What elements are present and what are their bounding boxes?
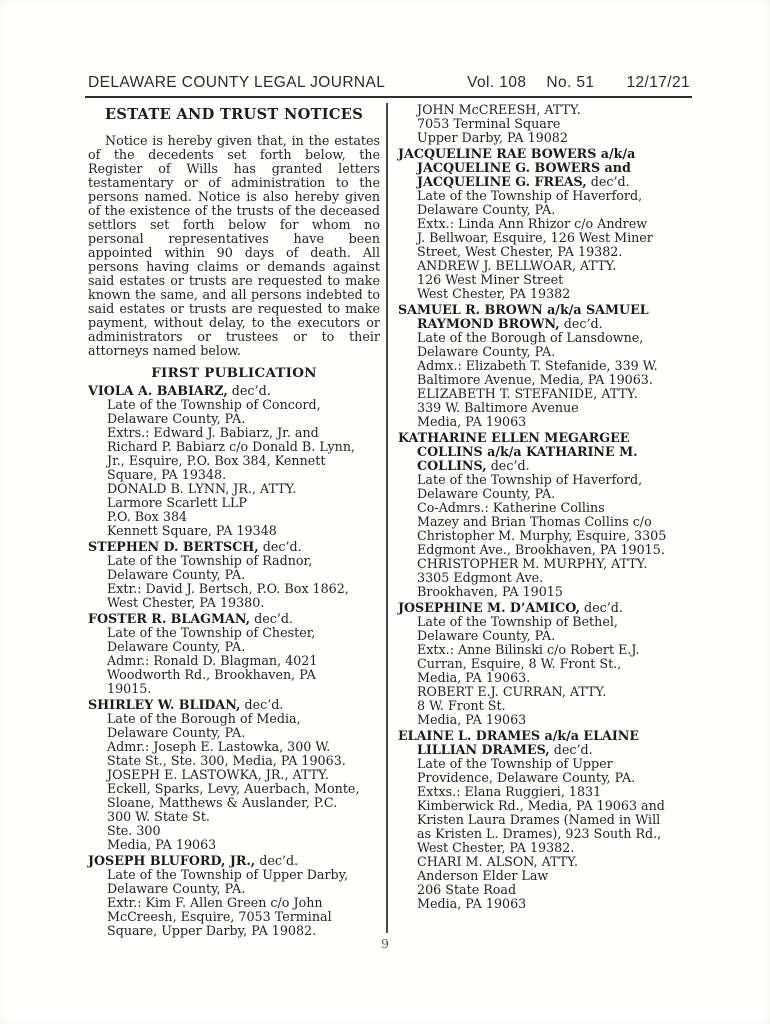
entry-detail-line: J. Bellwoar, Esquire, 126 West Miner (417, 230, 653, 245)
entry-detail-line: Brookhaven, PA 19015 (417, 584, 563, 599)
deceased-label: dec’d. (227, 383, 271, 398)
decedent-name-line (417, 317, 690, 331)
entry-detail-line: Delaware County, PA. (417, 628, 556, 643)
deceased-label: dec’d. (258, 539, 302, 554)
estate-notice-entry (398, 103, 690, 145)
decedent-name-line (417, 161, 690, 175)
decedent-name: ELAINE L. DRAMES a/k/a ELAINE (398, 728, 640, 743)
entry-detail-line: Mazey and Brian Thomas Collins c/o (417, 514, 652, 529)
decedent-name: RAYMOND BROWN, (417, 316, 560, 331)
decedent-name-line (88, 698, 380, 712)
entry-detail-line: ROBERT E.J. CURRAN, ATTY. (417, 684, 607, 699)
header-rule (85, 96, 692, 98)
entry-detail-line: Late of the Borough of Media, (107, 711, 301, 726)
entry-detail-line: 3305 Edgmont Ave. (417, 570, 544, 585)
entry-detail-line: Late of the Township of Radnor, (107, 553, 313, 568)
decedent-name: JACQUELINE G. FREAS, (417, 174, 587, 189)
entry-detail-line: Jr., Esquire, P.O. Box 384, Kennett (107, 453, 326, 468)
entry-detail-line: Media, PA 19063 (417, 896, 527, 911)
decedent-name: JACQUELINE G. BOWERS and (417, 160, 631, 175)
entry-detail-line: Extr.: Kim F. Allen Green c/o John (107, 895, 323, 910)
entry-detail-line: Richard P. Babiarz c/o Donald B. Lynn, (107, 439, 356, 454)
estate-notice-entry (88, 698, 380, 852)
deceased-label: dec’d. (250, 611, 294, 626)
entry-detail-line: Late of the Township of Bethel, (417, 614, 618, 629)
decedent-name-line (88, 854, 380, 868)
entry-detail-line: McCreesh, Esquire, 7053 Terminal (107, 909, 332, 924)
entry-detail-line: Anderson Elder Law (417, 868, 549, 883)
decedent-name: COLLINS, (417, 458, 487, 473)
entry-detail-line: Late of the Township of Upper Darby, (107, 867, 349, 882)
decedent-name: VIOLA A. BABIARZ, (88, 383, 228, 398)
entry-detail-line: Media, PA 19063. (417, 670, 531, 685)
entry-detail-line: Delaware County, PA. (417, 202, 556, 217)
entry-detail-line: Extr.: David J. Bertsch, P.O. Box 1862, (107, 581, 349, 596)
entry-detail-line: CHRISTOPHER M. MURPHY, ATTY. (417, 556, 648, 571)
estate-notice-entry (398, 729, 690, 911)
entry-detail-line: Square, PA 19348. (107, 467, 227, 482)
decedent-name-line (417, 445, 690, 459)
decedent-name-line (417, 459, 690, 473)
first-publication-heading: FIRST PUBLICATION (151, 365, 317, 381)
estate-notice-entry (88, 612, 380, 696)
estate-notice-entry (398, 601, 690, 727)
deceased-label: dec’d. (559, 316, 603, 331)
entry-detail-line: Late of the Township of Concord, (107, 397, 321, 412)
entry-detail-line: DONALD B. LYNN, JR., ATTY. (107, 481, 297, 496)
entry-detail-line: Curran, Esquire, 8 W. Front St., (417, 656, 622, 671)
entry-detail-line: Kennett Square, PA 19348 (107, 523, 277, 538)
entry-detail-line: Extxs.: Elana Ruggieri, 1831 (417, 784, 602, 799)
deceased-label: dec’d. (486, 458, 530, 473)
entry-detail-line: JOSEPH E. LASTOWKA, JR., ATTY. (107, 767, 329, 782)
entry-detail-line: Late of the Township of Upper (417, 756, 613, 771)
entry-detail-line: ANDREW J. BELLWOAR, ATTY. (417, 258, 617, 273)
entry-detail-line: Larmore Scarlett LLP (107, 495, 247, 510)
entry-detail-line: Baltimore Avenue, Media, PA 19063. (417, 372, 653, 387)
decedent-name: JOSEPHINE M. D’AMICO, (398, 600, 580, 615)
entry-detail-line: West Chester, PA 19382 (417, 286, 571, 301)
section-title: ESTATE AND TRUST NOTICES (104, 106, 364, 123)
decedent-name: JOSEPH BLUFORD, JR., (88, 853, 256, 868)
entry-detail-line: Kimberwick Rd., Media, PA 19063 and (417, 798, 665, 813)
entry-detail-line: Late of the Township of Haverford, (417, 472, 643, 487)
entry-detail-line: Delaware County, PA. (417, 344, 556, 359)
deceased-label: dec’d. (549, 742, 593, 757)
decedent-name-line (417, 743, 690, 757)
entry-detail-line: 7053 Terminal Square (417, 116, 561, 131)
decedent-name: COLLINS a/k/a KATHARINE M. (417, 444, 638, 459)
journal-title: DELAWARE COUNTY LEGAL JOURNAL (88, 74, 386, 91)
entry-detail-line: Eckell, Sparks, Levy, Auerbach, Monte, (107, 781, 360, 796)
entry-detail-line: Admr.: Ronald D. Blagman, 4021 (107, 653, 318, 668)
entry-detail-line: Extx.: Linda Ann Rhizor c/o Andrew (417, 216, 648, 231)
page-number: 9 (381, 936, 389, 951)
deceased-label: dec’d. (579, 600, 623, 615)
decedent-name: LILLIAN DRAMES, (417, 742, 550, 757)
entry-detail-line: Late of the Township of Haverford, (417, 188, 643, 203)
entry-detail-line: Delaware County, PA. (107, 411, 246, 426)
entry-detail-line: Extx.: Anne Bilinski c/o Robert E.J. (417, 642, 640, 657)
issue-date-label: 12/17/21 (626, 74, 690, 91)
entry-detail-line: Ste. 300 (107, 823, 161, 838)
decedent-name-line (398, 601, 690, 615)
decedent-name-line (398, 729, 690, 743)
entry-detail-line: Admx.: Elizabeth T. Stefanide, 339 W. (417, 358, 658, 373)
entry-detail-line: Providence, Delaware County, PA. (417, 770, 636, 785)
entry-detail-line: as Kristen L. Drames), 923 South Rd., (417, 826, 662, 841)
entry-detail-line: Late of the Borough of Lansdowne, (417, 330, 644, 345)
entry-detail-line: Extrs.: Edward J. Babiarz, Jr. and (107, 425, 319, 440)
decedent-name: FOSTER R. BLAGMAN, (88, 611, 251, 626)
entry-detail-line: Woodworth Rd., Brookhaven, PA (107, 667, 316, 682)
decedent-name-line (88, 540, 380, 554)
entry-detail-line: Admr.: Joseph E. Lastowka, 300 W. (107, 739, 331, 754)
entry-detail-line: Square, Upper Darby, PA 19082. (107, 923, 317, 938)
estate-notice-entry (88, 854, 380, 938)
intro-paragraph: Notice is hereby given that, in the estates of the decedents set forth below, the Register of Wills has granted letters testamentary or of administration to the persons named. Notice is also hereby given of the existence of the trusts of the deceased settlors set forth below for whom no personal representatives have been appointed within 90 days of death. All persons having claims or demands against said estates or trusts are requested to make known the same, and all persons indebted to said estates or trusts are requested to make payment, without delay, to the executors or administrators or trustees or to their attorneys named below. (88, 133, 380, 358)
decedent-name: KATHARINE ELLEN MEGARGEE (398, 430, 630, 445)
decedent-name-line (88, 384, 380, 398)
entry-detail-line: Delaware County, PA. (107, 639, 246, 654)
entry-detail-line: Late of the Township of Chester, (107, 625, 316, 640)
entry-detail-line: West Chester, PA 19380. (107, 595, 265, 610)
entry-detail-line: Delaware County, PA. (417, 486, 556, 501)
entry-detail-line: Edgmont Ave., Brookhaven, PA 19015. (417, 542, 665, 557)
volume-label: Vol. 108 (467, 74, 527, 91)
two-column-body (88, 103, 690, 938)
entry-detail-line: West Chester, PA 19382. (417, 840, 575, 855)
entry-detail-line: 300 W. State St. (107, 809, 210, 824)
entry-detail-line: Upper Darby, PA 19082 (417, 130, 568, 145)
decedent-name: JACQUELINE RAE BOWERS a/k/a (398, 146, 636, 161)
decedent-name-line (398, 147, 690, 161)
right-entries (398, 103, 690, 911)
right-column (398, 103, 690, 911)
entry-detail-line: 206 State Road (417, 882, 517, 897)
decedent-name: STEPHEN D. BERTSCH, (88, 539, 259, 554)
entry-detail-line: JOHN McCREESH, ATTY. (417, 102, 581, 117)
entry-detail-line: P.O. Box 384 (107, 509, 188, 524)
entry-detail-line: Kristen Laura Drames (Named in Will (417, 812, 661, 827)
entry-detail-line: Media, PA 19063 (417, 414, 527, 429)
entry-detail-line: 19015. (107, 681, 152, 696)
decedent-name-line (88, 612, 380, 626)
estate-notice-entry (398, 431, 690, 599)
estate-notice-entry (88, 540, 380, 610)
decedent-name: SHIRLEY W. BLIDAN, (88, 697, 241, 712)
decedent-name-line (417, 175, 690, 189)
entry-detail-line: 339 W. Baltimore Avenue (417, 400, 579, 415)
entry-detail-line: Co-Admrs.: Katherine Collins (417, 500, 605, 515)
entry-detail-line: Street, West Chester, PA 19382. (417, 244, 623, 259)
decedent-name: SAMUEL R. BROWN a/k/a SAMUEL (398, 302, 649, 317)
entry-detail-line: Media, PA 19063 (107, 837, 217, 852)
estate-notice-entry (398, 147, 690, 301)
entry-detail-line: Media, PA 19063 (417, 712, 527, 727)
deceased-label: dec’d. (586, 174, 630, 189)
decedent-name-line (398, 431, 690, 445)
decedent-name-line (398, 303, 690, 317)
entry-detail-line: Delaware County, PA. (107, 567, 246, 582)
entry-detail-line: Delaware County, PA. (107, 881, 246, 896)
entry-detail-line: 8 W. Front St. (417, 698, 506, 713)
entry-detail-line: State St., Ste. 300, Media, PA 19063. (107, 753, 346, 768)
entry-detail-line: CHARI M. ALSON, ATTY. (417, 854, 579, 869)
entry-detail-line: Christopher M. Murphy, Esquire, 3305 (417, 528, 667, 543)
left-column (88, 103, 380, 938)
entry-detail-line: Sloane, Matthews & Auslander, P.C. (107, 795, 338, 810)
entry-detail-line: 126 West Miner Street (417, 272, 564, 287)
estate-notice-entry (398, 303, 690, 429)
deceased-label: dec’d. (240, 697, 284, 712)
issue-number-label: No. 51 (546, 74, 595, 91)
deceased-label: dec’d. (255, 853, 299, 868)
left-entries (88, 384, 380, 938)
entry-detail-line: ELIZABETH T. STEFANIDE, ATTY. (417, 386, 638, 401)
column-divider (386, 103, 388, 933)
page-header (88, 74, 690, 92)
entry-detail-line: Delaware County, PA. (107, 725, 246, 740)
estate-notice-entry (88, 384, 380, 538)
